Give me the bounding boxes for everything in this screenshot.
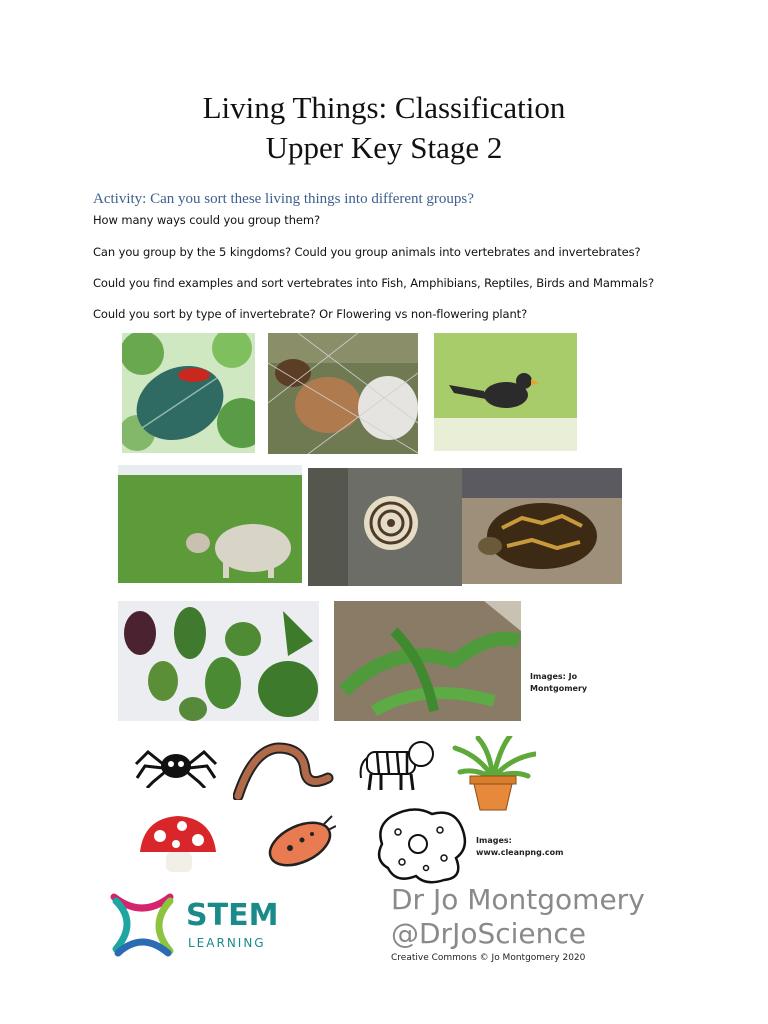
clipart-credit-label: Images: <box>476 836 512 845</box>
blackbird-photo <box>434 333 577 451</box>
bacteria-icon <box>268 812 336 870</box>
question-4: Could you sort by type of invertebrate? Or Flowering vs non-flowering plant? <box>93 307 528 321</box>
amoeba-icon <box>374 806 470 886</box>
question-2: Can you group by the 5 kingdoms? Could you group animals into vertebrates and invertebrates? <box>93 245 641 259</box>
fern-photo <box>334 601 521 721</box>
activity-prompt: Activity: Can you sort these living things into different groups? <box>93 191 474 207</box>
beetle-on-leaf-photo <box>122 333 255 453</box>
page-subtitle: Upper Key Stage 2 <box>265 130 503 165</box>
tortoise-photo <box>462 468 622 584</box>
mushroom-icon <box>136 814 220 874</box>
author-name: Dr Jo Montgomery <box>391 883 645 916</box>
worm-icon <box>233 740 335 800</box>
stem-logo-word: STEM <box>186 898 279 933</box>
potted-plant-icon <box>450 736 536 812</box>
page-title: Living Things: Classification <box>202 90 566 125</box>
stem-learning-logo <box>108 889 283 959</box>
tiger-icon <box>357 738 437 793</box>
rabbit-and-guinea-pig-photo <box>268 333 418 454</box>
license-text: Creative Commons © Jo Montgomery 2020 <box>391 953 586 963</box>
snail-photo <box>308 468 462 586</box>
learning-logo-word: LEARNING <box>188 936 266 950</box>
question-1: How many ways could you group them? <box>93 213 320 227</box>
question-3: Could you find examples and sort vertebrates into Fish, Amphibians, Reptiles, Birds and Mammals? <box>93 276 654 290</box>
stem-logo-mark-icon <box>108 889 178 959</box>
sheep-photo <box>118 465 302 583</box>
author-handle: @DrJoScience <box>391 917 587 950</box>
spider-icon <box>133 744 219 788</box>
photo-credit: Images: Jo Montgomery <box>530 672 588 693</box>
leaves-photo <box>118 601 319 721</box>
clipart-credit-url: www.cleanpng.com <box>476 848 564 857</box>
